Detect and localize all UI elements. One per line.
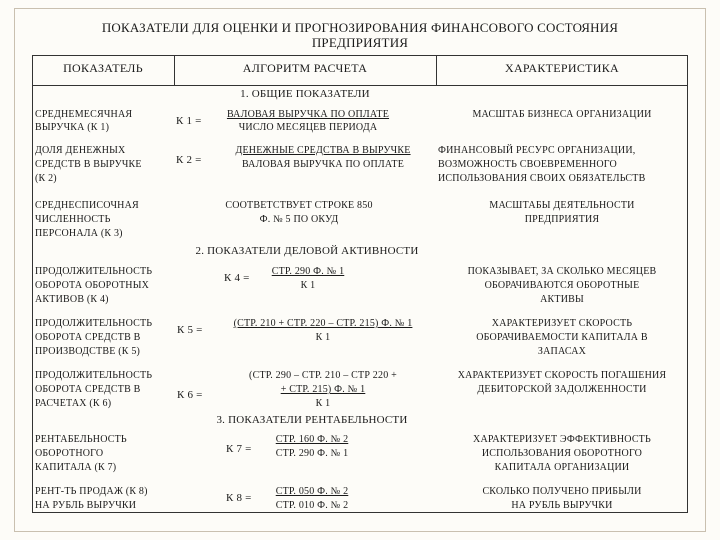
coefficient-label: К 6 = — [177, 389, 203, 401]
frame-right-line — [705, 8, 706, 532]
indicators-table — [32, 55, 688, 513]
section-general: 1. ОБЩИЕ ПОКАЗАТЕЛИ — [240, 88, 370, 100]
formula-denominator: К 1 — [300, 280, 316, 291]
frame-bottom-line — [14, 531, 706, 532]
formula-denominator: ЧИСЛО МЕСЯЦЕВ ПЕРИОДА — [238, 122, 378, 133]
indicator-name: ОБОРОТА СРЕДСТВ В — [35, 332, 141, 343]
indicator-name: ПЕРСОНАЛА (К 3) — [35, 228, 123, 239]
formula-denominator: СТР. 010 Ф. № 2 — [275, 500, 349, 511]
table-left-border — [32, 55, 33, 513]
characteristic-text: НА РУБЛЬ ВЫРУЧКИ — [511, 500, 613, 511]
coefficient-label: К 4 = — [224, 272, 250, 284]
section-profitability: 3. ПОКАЗАТЕЛИ РЕНТАБЕЛЬНОСТИ — [216, 414, 408, 426]
header-characteristic: ХАРАКТЕРИСТИКА — [504, 61, 619, 75]
formula-denominator: К 1 — [315, 332, 331, 343]
characteristic-text: ИСПОЛЬЗОВАНИЯ СВОИХ ОБЯЗАТЕЛЬСТВ — [438, 173, 646, 184]
characteristic-text: АКТИВЫ — [540, 294, 584, 305]
table-top-border — [32, 55, 688, 56]
formula-numerator: ВАЛОВАЯ ВЫРУЧКА ПО ОПЛАТЕ — [226, 109, 390, 120]
indicator-name: СРЕДНЕМЕСЯЧНАЯ — [35, 109, 133, 120]
indicator-name: (К 2) — [35, 173, 57, 184]
indicator-name: ПРОДОЛЖИТЕЛЬНОСТЬ — [35, 266, 153, 277]
characteristic-text: МАСШТАБЫ ДЕЯТЕЛЬНОСТИ — [489, 200, 635, 211]
indicator-name: СРЕДНЕСПИСОЧНАЯ — [35, 200, 139, 211]
indicator-name: РЕНТ-ТЬ ПРОДАЖ (К 8) — [35, 486, 148, 497]
formula-numerator: СТР. 290 Ф. № 1 — [271, 266, 345, 277]
page-title-line-2: ПРЕДПРИЯТИЯ — [311, 35, 409, 50]
characteristic-text: СКОЛЬКО ПОЛУЧЕНО ПРИБЫЛИ — [482, 486, 642, 497]
formula-text: Ф. № 5 ПО ОКУД — [259, 214, 339, 225]
formula-denominator: СТР. 290 Ф. № 1 — [275, 448, 349, 459]
formula-numerator: СТР. 160 Ф. № 2 — [275, 434, 349, 445]
coefficient-label: К 2 = — [176, 154, 202, 166]
characteristic-text: ОБОРАЧИВАЕМОСТИ КАПИТАЛА В — [476, 332, 648, 343]
characteristic-text: ЗАПАСАХ — [537, 346, 587, 357]
characteristic-text: КАПИТАЛА ОРГАНИЗАЦИИ — [494, 462, 630, 473]
coefficient-label: К 5 = — [177, 324, 203, 336]
formula-denominator: К 1 — [315, 398, 331, 409]
characteristic-text: ПОКАЗЫВАЕТ, ЗА СКОЛЬКО МЕСЯЦЕВ — [467, 266, 657, 277]
characteristic-text: ВОЗМОЖНОСТЬ СВОЕВРЕМЕННОГО — [438, 159, 617, 170]
characteristic-text: ФИНАНСОВЫЙ РЕСУРС ОРГАНИЗАЦИИ, — [438, 145, 636, 156]
characteristic-text: ХАРАКТЕРИЗУЕТ СКОРОСТЬ ПОГАШЕНИЯ — [457, 370, 667, 381]
indicator-name: НА РУБЛЬ ВЫРУЧКИ — [35, 500, 137, 511]
characteristic-text: ОБОРАЧИВАЮТСЯ ОБОРОТНЫЕ — [484, 280, 640, 291]
indicator-name: СРЕДСТВ В ВЫРУЧКЕ — [35, 159, 142, 170]
formula-numerator: ДЕНЕЖНЫЕ СРЕДСТВА В ВЫРУЧКЕ — [235, 145, 411, 156]
header-algorithm: АЛГОРИТМ РАСЧЕТА — [242, 61, 368, 75]
indicator-name: ПРОДОЛЖИТЕЛЬНОСТЬ — [35, 318, 153, 329]
indicator-name: РЕНТАБЕЛЬНОСТЬ — [35, 434, 127, 445]
section-business-activity: 2. ПОКАЗАТЕЛИ ДЕЛОВОЙ АКТИВНОСТИ — [195, 245, 419, 257]
page-title-line-1: ПОКАЗАТЕЛИ ДЛЯ ОЦЕНКИ И ПРОГНОЗИРОВАНИЯ ФИНАНСОВОГО СОСТОЯНИЯ — [101, 20, 619, 35]
formula-numerator: СТР. 050 Ф. № 2 — [275, 486, 349, 497]
header-indicator: ПОКАЗАТЕЛЬ — [63, 61, 143, 75]
indicator-name: ЧИСЛЕННОСТЬ — [35, 214, 111, 225]
characteristic-text: ХАРАКТЕРИЗУЕТ ЭФФЕКТИВНОСТЬ — [473, 434, 651, 445]
coefficient-label: К 7 = — [226, 443, 252, 455]
indicator-name: ВЫРУЧКА (К 1) — [35, 122, 110, 133]
indicator-name: ОБОРОТА СРЕДСТВ В — [35, 384, 141, 395]
characteristic-text: МАСШТАБ БИЗНЕСА ОРГАНИЗАЦИИ — [472, 109, 652, 120]
formula-text: СООТВЕТСТВУЕТ СТРОКЕ 850 — [225, 200, 373, 211]
table-bottom-border — [32, 512, 688, 513]
indicator-name: ПРОДОЛЖИТЕЛЬНОСТЬ — [35, 370, 153, 381]
characteristic-text: ДЕБИТОРСКОЙ ЗАДОЛЖЕННОСТИ — [477, 384, 647, 395]
characteristic-text: ХАРАКТЕРИЗУЕТ СКОРОСТЬ — [491, 318, 633, 329]
page-title — [60, 20, 660, 50]
indicator-name: ОБОРОТНОГО — [35, 448, 104, 459]
formula-numerator: (СТР. 210 + СТР. 220 – СТР. 215) Ф. № 1 — [233, 318, 413, 329]
characteristic-text: ИСПОЛЬЗОВАНИЯ ОБОРОТНОГО — [481, 448, 643, 459]
coefficient-label: К 8 = — [226, 492, 252, 504]
indicator-name: РАСЧЕТАХ (К 6) — [35, 398, 112, 409]
indicator-name: ПРОИЗВОДСТВЕ (К 5) — [35, 346, 141, 357]
frame-left-line — [14, 8, 15, 532]
frame-top-line — [14, 8, 706, 9]
formula-denominator: ВАЛОВАЯ ВЫРУЧКА ПО ОПЛАТЕ — [241, 159, 405, 170]
indicator-name: КАПИТАЛА (К 7) — [35, 462, 117, 473]
indicator-name: АКТИВОВ (К 4) — [35, 294, 109, 305]
header-bottom-border — [32, 85, 688, 86]
characteristic-text: ПРЕДПРИЯТИЯ — [524, 214, 600, 225]
indicator-name: ДОЛЯ ДЕНЕЖНЫХ — [35, 145, 126, 156]
formula-text: (СТР. 290 – СТР. 210 – СТР 220 + — [249, 370, 397, 381]
coefficient-label: К 1 = — [176, 115, 202, 127]
indicator-name: ОБОРОТА ОБОРОТНЫХ — [35, 280, 150, 291]
formula-numerator: + СТР. 215) Ф. № 1 — [280, 384, 366, 395]
